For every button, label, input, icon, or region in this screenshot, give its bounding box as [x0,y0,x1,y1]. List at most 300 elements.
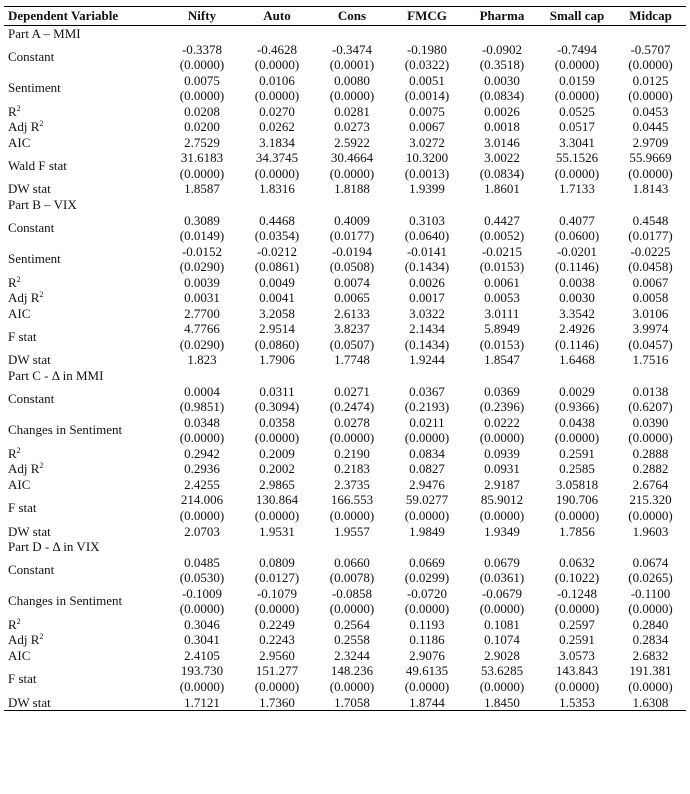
cell-auto-value: 1.7360 [239,695,314,711]
row-label-superscript: 2 [16,103,21,113]
table-row-aic [4,306,686,322]
cell-auto-value: 0.0041 [259,290,295,306]
cell-nifty-pvalue: (0.0530) [179,570,225,586]
cell-auto-value: 0.0358 [259,414,295,430]
cell-nifty-value: 31.6183 [180,150,224,166]
cell-midcap-value: 0.0674 [632,554,669,570]
cell-small-cap-value: 0.2591 [559,632,595,648]
table-row-aic [4,648,686,664]
cell-pharma-value: 3.0111 [484,305,520,321]
cell-cons-value: 166.553 [330,492,374,508]
cell-midcap-value: 0.2882 [632,461,669,477]
table-row-adj-r2 [4,461,686,477]
cell-cons-value: 0.2558 [334,632,370,648]
row-label-text: Sentiment [8,251,61,267]
row-label-text: Changes in Sentiment [8,593,123,609]
cell-nifty-value: 0.0039 [184,274,220,290]
cell-midcap-value: 0.0067 [632,274,669,290]
cell-fmcg-value: 0.0211 [409,414,445,430]
table-row-f-stat [4,492,686,508]
cell-fmcg-pvalue: (0.0299) [404,570,450,586]
cell-nifty-value: 0.0348 [184,414,220,430]
row-label-text: Adj R [8,461,40,477]
cell-fmcg-value: 0.0051 [409,72,445,88]
cell-fmcg-pvalue: (0.0013) [404,165,450,181]
row-label-text: Constant [8,220,55,236]
cell-small-cap-value: 1.7133 [559,181,595,197]
cell-pharma-pvalue: (0.0361) [479,570,525,586]
cell-fmcg-value: 1.9849 [409,523,445,539]
column-header-cons: Cons [314,7,389,26]
cell-nifty-value: 1.823 [187,352,217,368]
cell-nifty-value: 0.3046 [184,616,220,632]
row-label [4,150,164,181]
table-row-r2 [4,446,686,462]
cell-auto-value: 34.3745 [255,150,299,166]
table-row-f-stat [4,663,686,679]
cell-auto-value: 1.9531 [259,523,295,539]
cell-midcap-pvalue: (0.0177) [628,228,673,244]
cell-small-cap-value: 0.0632 [559,554,595,570]
cell-nifty-value: 0.0208 [184,103,220,119]
cell-midcap-value: 0.4548 [632,212,669,228]
cell-nifty-value: -0.1009 [181,585,223,601]
cell-pharma-pvalue: (0.0834) [479,165,525,181]
cell-auto-pvalue: (0.0861) [254,259,300,275]
cell-cons-value: 0.0074 [334,274,370,290]
cell-nifty-value: -0.3378 [181,41,223,57]
cell-pharma-value: 0.0679 [484,554,520,570]
cell-fmcg-value: 2.1434 [409,321,445,337]
cell-nifty-pvalue: (0.0000) [179,57,225,73]
cell-fmcg-pvalue: (0.0000) [404,678,450,694]
cell-pharma-pvalue: (0.0000) [479,430,525,446]
table-row-adj-r2 [4,290,686,306]
cell-small-cap-value: 0.0159 [559,72,595,88]
cell-small-cap-value: 1.7856 [559,523,595,539]
cell-fmcg-value: 2.9476 [409,476,445,492]
cell-small-cap-pvalue: (0.1022) [554,570,600,586]
row-label-text: DW stat [8,523,51,539]
cell-midcap-value: 0.0390 [632,414,669,430]
table-row-dw-stat [4,524,686,540]
cell-auto-pvalue: (0.0000) [254,678,300,694]
cell-auto-value: 130.864 [255,492,299,508]
cell-cons-value: 0.0080 [334,72,370,88]
cell-pharma-pvalue: (0.2396) [479,399,525,415]
cell-midcap-pvalue: (0.0000) [628,507,673,523]
cell-fmcg-pvalue: (0.1434) [404,336,450,352]
table-row-changes-in-sentiment [4,586,686,602]
cell-midcap-pvalue: (0.0457) [628,336,673,352]
cell-small-cap-value: 0.0525 [559,103,595,119]
cell-pharma-value: -0.0215 [481,243,523,259]
cell-small-cap-value: 1.5353 [539,695,614,711]
cell-fmcg-value: 1.9244 [409,352,445,368]
cell-midcap-value: 0.0453 [632,103,669,119]
row-label [4,42,164,73]
cell-cons-pvalue: (0.0000) [329,88,375,104]
section-title-row [4,197,686,213]
row-label-text: Changes in Sentiment [8,422,123,438]
cell-nifty-value: 0.0075 [184,72,220,88]
cell-nifty-pvalue: (0.0000) [179,165,225,181]
cell-small-cap-pvalue: (0.0000) [554,165,600,181]
cell-small-cap-pvalue: (0.1146) [555,259,599,275]
cell-cons-pvalue: (0.0507) [329,336,375,352]
row-label [4,321,164,352]
cell-midcap-value: 0.0058 [632,290,669,306]
cell-pharma-value: 0.0053 [484,290,520,306]
cell-fmcg-value: 1.9399 [409,181,445,197]
row-label [4,632,164,648]
cell-midcap-value: 0.0445 [632,119,669,135]
row-label-text: Constant [8,49,55,65]
cell-pharma-pvalue: (0.0153) [479,336,525,352]
row-label-text: R [8,616,17,632]
table-row-sentiment [4,244,686,260]
cell-nifty-pvalue: (0.0290) [179,259,225,275]
cell-fmcg-pvalue: (0.0014) [404,88,450,104]
row-label-superscript: 2 [16,445,21,455]
cell-midcap-value: 2.6764 [632,476,669,492]
cell-nifty-value: 0.0004 [184,383,220,399]
table-row-r2 [4,104,686,120]
cell-midcap-value: 2.9709 [632,134,669,150]
cell-fmcg-value: 3.0272 [409,134,445,150]
cell-small-cap-value: 0.0029 [559,383,595,399]
cell-small-cap-value: -0.1248 [556,585,598,601]
table-row-r2 [4,617,686,633]
cell-midcap-value: -0.1100 [630,585,671,601]
cell-cons-pvalue: (0.2474) [329,399,375,415]
row-label-text: R [8,274,17,290]
cell-nifty-value: 0.0200 [184,119,220,135]
cell-small-cap-value: 0.2597 [559,616,595,632]
cell-cons-pvalue: (0.0078) [329,570,375,586]
cell-fmcg-pvalue: (0.0322) [404,57,450,73]
cell-midcap-value: 1.6308 [614,695,686,711]
cell-midcap-value: 0.2888 [632,445,669,461]
cell-cons-pvalue: (0.0508) [329,259,375,275]
cell-small-cap-value: 3.3041 [559,134,595,150]
cell-pharma-pvalue: (0.0000) [479,507,525,523]
cell-pharma-value: 1.8547 [484,352,520,368]
cell-fmcg-value: 1.8744 [389,695,464,711]
cell-fmcg-value: 0.1186 [409,632,445,648]
cell-pharma-pvalue: (0.0834) [479,88,525,104]
cell-pharma-pvalue: (0.0000) [479,601,525,617]
cell-cons-value: 2.3735 [334,476,370,492]
cell-nifty-value: 2.7700 [184,305,220,321]
cell-small-cap-value: 0.0517 [559,119,595,135]
cell-auto-value: -0.1079 [256,585,298,601]
row-label-text: F stat [8,329,37,345]
cell-cons-pvalue: (0.0000) [329,165,375,181]
cell-nifty-pvalue: (0.0290) [179,336,225,352]
cell-midcap-value: 0.2840 [632,616,669,632]
row-label [4,492,164,523]
row-label-text: DW stat [8,181,51,197]
cell-auto-value: 0.0106 [259,72,295,88]
cell-auto-value: -0.4628 [256,41,298,57]
cell-nifty-value: 0.2942 [184,445,220,461]
table-row-f-stat [4,321,686,337]
cell-cons-pvalue: (0.0000) [329,507,375,523]
cell-nifty-pvalue: (0.0000) [179,601,225,617]
row-label-text: Wald F stat [8,158,67,174]
table-row-adj-r2 [4,632,686,648]
cell-fmcg-pvalue: (0.2193) [404,399,450,415]
cell-auto-value: 0.2002 [259,461,295,477]
row-label-superscript: 2 [16,274,21,284]
cell-pharma-value: 0.0931 [484,461,520,477]
cell-fmcg-value: 0.0026 [409,274,445,290]
cell-pharma-value: 1.8450 [464,695,539,711]
cell-nifty-pvalue: (0.0000) [179,507,225,523]
cell-small-cap-value: 0.2585 [559,461,595,477]
column-header-small-cap: Small cap [539,7,614,26]
cell-pharma-value: 5.8949 [484,321,520,337]
row-label [4,415,164,446]
cell-nifty-value: 0.3041 [184,632,220,648]
table-header [4,7,686,26]
cell-small-cap-value: 0.0038 [559,274,595,290]
row-label [4,352,164,368]
row-label [4,384,164,415]
cell-fmcg-value: 59.0277 [405,492,449,508]
table-row-constant [4,384,686,400]
cell-cons-value: 0.2183 [334,461,370,477]
regression-table-container [4,0,686,711]
cell-cons-value: 1.8188 [334,181,370,197]
row-label-text: AIC [8,476,31,492]
cell-auto-value: 1.8316 [259,181,295,197]
row-label-superscript: 2 [39,632,44,642]
cell-small-cap-value: 0.0030 [559,290,595,306]
row-label [4,275,164,291]
cell-small-cap-pvalue: (0.0000) [554,430,600,446]
cell-cons-value: -0.0194 [331,243,373,259]
cell-midcap-pvalue: (0.0000) [628,57,673,73]
cell-midcap-pvalue: (0.0000) [628,430,673,446]
cell-auto-pvalue: (0.0000) [254,57,300,73]
cell-small-cap-value: 0.0438 [559,414,595,430]
table-row-adj-r2 [4,119,686,135]
row-label [4,477,164,493]
row-label [4,181,164,197]
cell-auto-pvalue: (0.0000) [254,165,300,181]
cell-small-cap-value: 3.05818 [555,476,599,492]
cell-auto-value: 2.9514 [259,321,295,337]
cell-auto-pvalue: (0.0000) [254,430,300,446]
section-title: Part C - Δ in MMI [8,368,104,384]
row-label [4,648,164,664]
cell-midcap-value: 55.9669 [629,150,672,166]
cell-small-cap-pvalue: (0.0600) [554,228,600,244]
cell-fmcg-value: 0.1193 [409,616,445,632]
cell-fmcg-value: -0.0141 [406,243,448,259]
row-label-text: Adj R [8,119,40,135]
row-label [4,695,164,711]
cell-auto-value: 0.2009 [259,445,295,461]
cell-cons-value: 2.3244 [334,647,370,663]
column-header-auto: Auto [239,7,314,26]
cell-midcap-pvalue: (0.0000) [628,678,673,694]
cell-fmcg-value: 2.9076 [409,647,445,663]
cell-midcap-pvalue: (0.6207) [628,399,673,415]
cell-auto-value: 0.0270 [259,103,295,119]
cell-small-cap-value: 55.1526 [555,150,599,166]
cell-fmcg-value: 0.0367 [409,383,445,399]
cell-auto-value: 0.0262 [259,119,295,135]
section-title: Part D - Δ in VIX [8,539,100,555]
row-label-text: F stat [8,500,37,516]
section-title-row [4,539,686,555]
cell-cons-pvalue: (0.0000) [329,601,375,617]
cell-cons-value: 1.7748 [334,352,370,368]
cell-midcap-value: 0.0138 [632,383,669,399]
row-label [4,555,164,586]
row-label [4,290,164,306]
row-label-text: Sentiment [8,80,61,96]
cell-auto-value: 3.2058 [259,305,295,321]
cell-cons-value: -0.3474 [331,41,373,57]
cell-fmcg-pvalue: (0.0000) [404,430,450,446]
cell-auto-value: 2.9560 [259,647,295,663]
cell-small-cap-value: 190.706 [555,492,599,508]
cell-fmcg-value: -0.0720 [406,585,448,601]
cell-fmcg-pvalue: (0.0000) [404,507,450,523]
table-row-aic [4,135,686,151]
row-label-text: R [8,445,17,461]
cell-small-cap-pvalue: (0.0000) [554,507,600,523]
cell-small-cap-pvalue: (0.0000) [554,57,600,73]
cell-cons-value: 30.4664 [330,150,374,166]
cell-cons-value: 0.0065 [334,290,370,306]
cell-pharma-value: 0.0061 [484,274,520,290]
cell-auto-value: 151.277 [255,663,299,679]
cell-fmcg-value: -0.1980 [406,41,448,57]
cell-pharma-pvalue: (0.3518) [479,57,525,73]
column-header-fmcg: FMCG [389,7,464,26]
cell-nifty-value: 1.8587 [184,181,220,197]
cell-auto-pvalue: (0.0000) [254,507,300,523]
section-title: Part B – VIX [8,197,77,213]
cell-midcap-value: 215.320 [629,492,672,508]
cell-fmcg-value: 49.6135 [405,663,449,679]
cell-nifty-value: 1.7121 [164,695,239,711]
cell-small-cap-pvalue: (0.0000) [554,601,600,617]
cell-cons-value: 0.0273 [334,119,370,135]
row-label [4,73,164,104]
cell-pharma-value: 2.9187 [484,476,520,492]
table-row-dw-stat [4,695,686,711]
row-label-text: R [8,103,17,119]
cell-nifty-value: 2.0703 [184,523,220,539]
column-header-midcap: Midcap [614,7,686,26]
table-row-constant [4,42,686,58]
cell-pharma-value: -0.0902 [481,41,523,57]
cell-midcap-pvalue: (0.0458) [628,259,673,275]
row-label [4,461,164,477]
row-label-text: Constant [8,391,55,407]
cell-midcap-value: 0.0125 [632,72,669,88]
column-header-nifty: Nifty [164,7,239,26]
cell-fmcg-value: 0.3103 [409,212,445,228]
table-body [4,26,686,711]
cell-midcap-pvalue: (0.0000) [628,88,673,104]
cell-small-cap-value: 0.4077 [559,212,595,228]
row-label-superscript: 2 [16,616,21,626]
cell-auto-value: 0.2249 [259,616,295,632]
cell-fmcg-value: 0.0669 [409,554,445,570]
cell-pharma-value: 53.6285 [480,663,524,679]
cell-cons-pvalue: (0.0000) [329,678,375,694]
cell-midcap-value: 0.2834 [632,632,669,648]
table-row-dw-stat [4,352,686,368]
cell-fmcg-value: 0.0067 [409,119,445,135]
row-label [4,524,164,540]
row-label [4,617,164,633]
cell-midcap-value: 1.7516 [632,352,669,368]
cell-nifty-value: 193.730 [180,663,224,679]
cell-midcap-value: 1.8143 [632,181,669,197]
cell-pharma-value: 0.0222 [484,414,520,430]
cell-nifty-value: 0.0031 [184,290,220,306]
row-label [4,446,164,462]
cell-auto-value: 0.0049 [259,274,295,290]
table-row-sentiment [4,73,686,89]
cell-pharma-value: 0.0030 [484,72,520,88]
cell-nifty-pvalue: (0.0149) [179,228,225,244]
cell-cons-value: 0.0281 [334,103,370,119]
table-row-dw-stat [4,181,686,197]
cell-nifty-value: 0.3089 [184,212,220,228]
cell-fmcg-pvalue: (0.0000) [404,601,450,617]
cell-pharma-value: 0.1074 [484,632,520,648]
table-row-wald-f-stat [4,150,686,166]
cell-cons-value: 0.0278 [334,414,370,430]
cell-cons-value: 0.2564 [334,616,370,632]
cell-auto-value: 1.7906 [259,352,295,368]
cell-pharma-pvalue: (0.0153) [479,259,525,275]
column-header-dependent-variable: Dependent Variable [4,7,164,26]
row-label-superscript: 2 [39,461,44,471]
cell-nifty-value: -0.0152 [181,243,223,259]
cell-cons-pvalue: (0.0001) [329,57,375,73]
cell-pharma-value: 0.4427 [484,212,520,228]
cell-pharma-value: 0.0018 [484,119,520,135]
row-label-text: DW stat [8,352,51,368]
cell-pharma-value: 0.0026 [484,103,520,119]
cell-cons-value: 2.6133 [334,305,370,321]
cell-cons-value: 2.5922 [334,134,370,150]
cell-midcap-value: 2.6832 [632,647,669,663]
cell-fmcg-value: 0.0834 [409,445,445,461]
cell-midcap-value: 191.381 [629,663,672,679]
cell-nifty-value: 214.006 [180,492,224,508]
cell-auto-pvalue: (0.0860) [254,336,300,352]
cell-pharma-value: 0.0369 [484,383,520,399]
cell-cons-value: 1.7058 [314,695,389,711]
cell-cons-pvalue: (0.0177) [329,228,375,244]
cell-pharma-value: 0.0939 [484,445,520,461]
cell-midcap-value: 1.9603 [632,523,669,539]
cell-small-cap-pvalue: (0.1146) [555,336,599,352]
table-row-changes-in-sentiment [4,415,686,431]
row-label [4,586,164,617]
